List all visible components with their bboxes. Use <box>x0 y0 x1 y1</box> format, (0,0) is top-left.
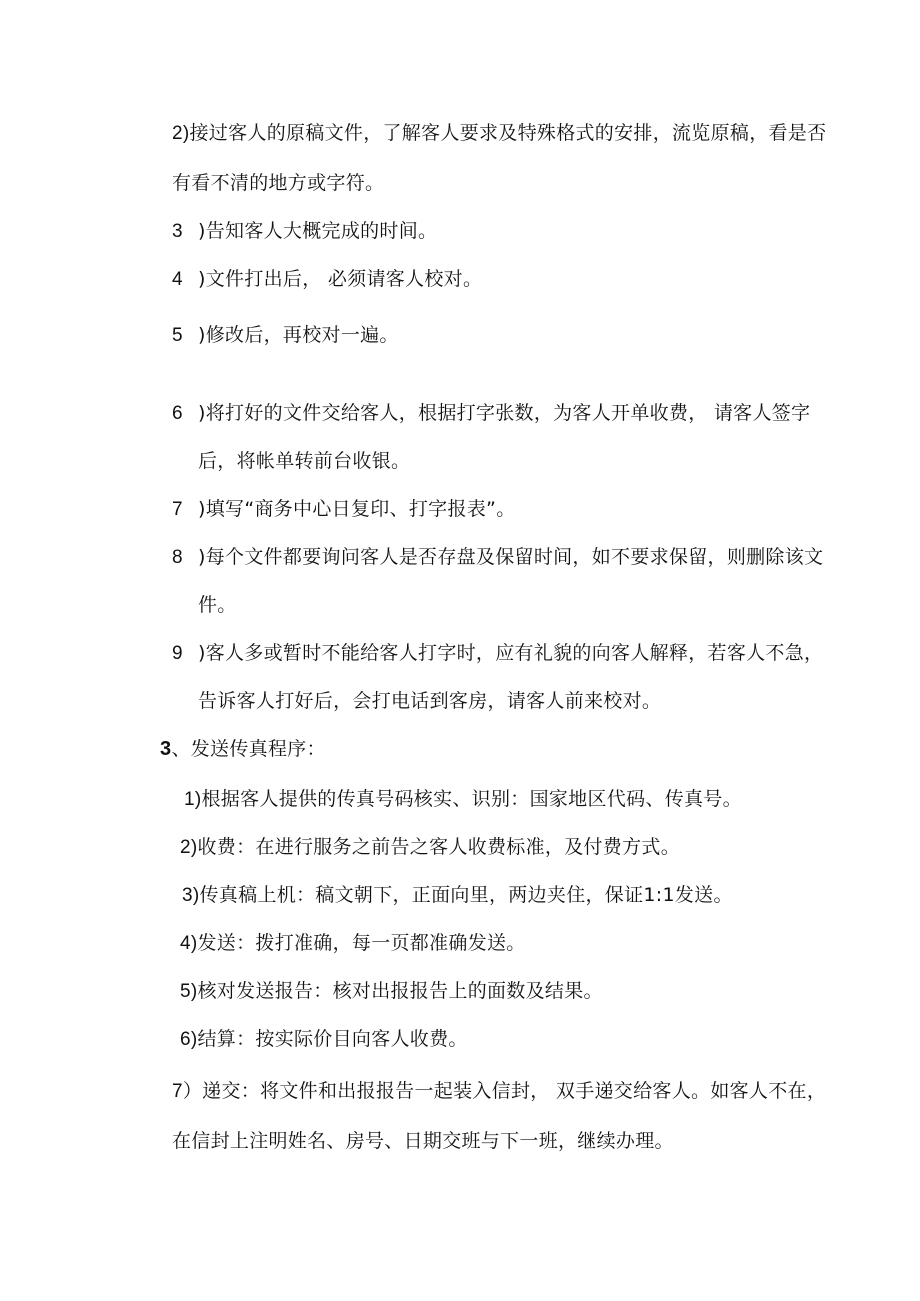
section-title: 、发送传真程序： <box>171 738 326 760</box>
item-number: 4) <box>180 933 198 954</box>
section-heading-3 <box>160 736 326 762</box>
fax-step-5 <box>180 978 603 1005</box>
item-number: 3) <box>182 885 200 906</box>
line-text: )客人多或暂时不能给客人打字时，应有礼貌的向客人解释，若客人不急， <box>198 642 824 664</box>
line-text: 递交：将文件和出报报告一起装入信封， 双手递交给客人。如客人不在， <box>202 1080 827 1102</box>
line-10 <box>198 592 237 618</box>
line-8 <box>172 496 516 523</box>
section-number: 3 <box>160 738 172 760</box>
fax-step-2 <box>180 834 680 861</box>
line-6 <box>172 400 810 427</box>
line-text: 告诉客人打好后，会打电话到客房，请客人前来校对。 <box>198 690 662 712</box>
fax-step-1 <box>184 786 742 813</box>
line-text: )修改后，再校对一遍。 <box>198 324 399 346</box>
item-number: 7 <box>172 499 183 520</box>
line-4 <box>172 266 482 293</box>
item-number: 2) <box>172 123 190 144</box>
line-text: 接过客人的原稿文件，了解客人要求及特殊格式的安排，流览原稿，看是否 <box>189 122 827 144</box>
item-number: 9 <box>172 643 183 664</box>
item-number: 1) <box>184 789 202 810</box>
line-text: 件。 <box>198 594 237 616</box>
line-text: 有看不清的地方或字符。 <box>172 172 385 194</box>
item-number: 6) <box>180 1029 198 1050</box>
line-text: 后，将帐单转前台收银。 <box>198 450 411 472</box>
line-text: 发送：拨打准确，每一页都准确发送。 <box>197 932 526 954</box>
item-number: 2) <box>180 837 198 858</box>
line-11 <box>172 640 823 667</box>
line-text: )将打好的文件交给客人，根据打字张数，为客人开单收费， 请客人签字 <box>198 402 811 424</box>
line-text: 根据客人提供的传真号码核实、识别：国家地区代码、传真号。 <box>201 788 742 810</box>
line-5 <box>172 322 399 349</box>
fax-step-4 <box>180 930 526 957</box>
line-text: )告知客人大概完成的时间。 <box>198 220 438 242</box>
line-2 <box>172 170 384 196</box>
fax-step-7-cont <box>172 1128 674 1154</box>
fax-step-7 <box>172 1078 826 1105</box>
line-text: 结算：按实际价目向客人收费。 <box>197 1028 468 1050</box>
line-text: )文件打出后， 必须请客人校对。 <box>198 268 483 290</box>
line-text: 在信封上注明姓名、房号、日期交班与下一班，继续办理。 <box>172 1130 674 1152</box>
line-text: )每个文件都要询问客人是否存盘及保留时间，如不要求保留，则删除该文 <box>198 546 824 568</box>
line-text: 传真稿上机：稿文朝下，正面向里，两边夹住，保证1:1发送。 <box>199 884 733 906</box>
line-12 <box>198 688 661 714</box>
fax-step-6 <box>180 1026 468 1053</box>
line-text: )填写“商务中心日复印、打字报表”。 <box>198 498 516 520</box>
item-number: 5) <box>180 981 198 1002</box>
line-text: 核对发送报告：核对出报报告上的面数及结果。 <box>197 980 603 1002</box>
item-number: 5 <box>172 325 183 346</box>
item-number: 4 <box>172 269 183 290</box>
line-text: 收费：在进行服务之前告之客人收费标准，及付费方式。 <box>197 836 681 858</box>
line-3 <box>172 218 437 245</box>
item-number: 8 <box>172 547 183 568</box>
line-7 <box>198 448 410 474</box>
item-number: 7） <box>172 1081 203 1102</box>
line-1 <box>172 120 826 147</box>
item-number: 3 <box>172 221 183 242</box>
fax-step-3 <box>182 882 733 909</box>
item-number: 6 <box>172 403 183 424</box>
line-9 <box>172 544 823 571</box>
